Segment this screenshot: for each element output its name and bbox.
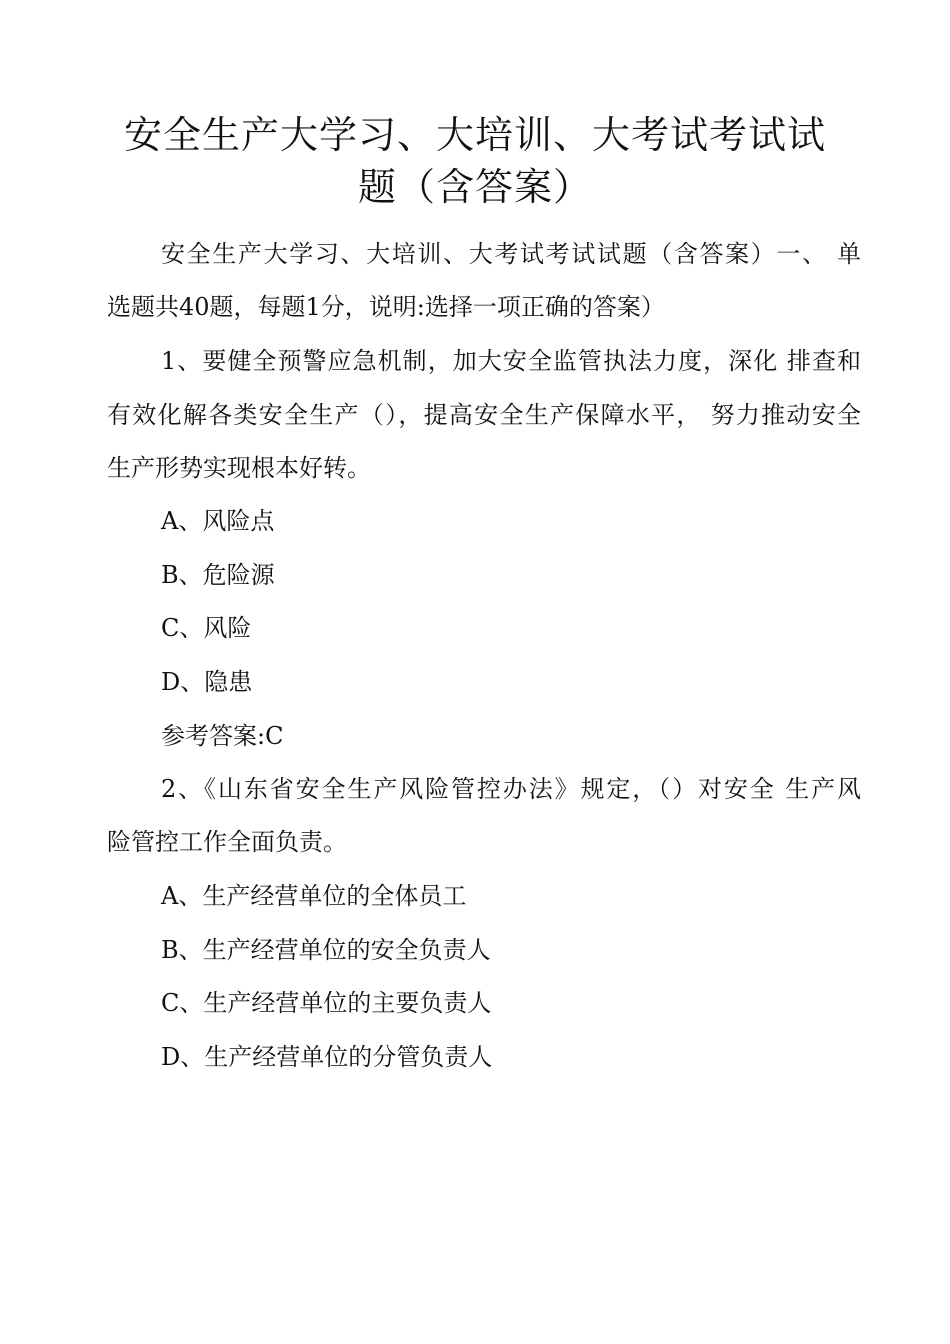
question-2-option-c: C、生产经营单位的主要负责人: [161, 989, 492, 1017]
intro-line-2: 选题共40题，每题1分，说明:选择一项正确的答案）: [107, 293, 665, 321]
intro-line-1: 安全生产大学习、大培训、大考试考试试题（含答案）一、 单: [161, 240, 861, 268]
question-2-option-d: D、生产经营单位的分管负责人: [161, 1043, 493, 1071]
question-1-stem-line-2: 有效化解各类安全生产（），提高安全生产保障水平， 努力推动安全: [107, 401, 861, 429]
question-1-option-b: B、危险源: [161, 561, 275, 589]
question-1-stem-line-1: 1、要健全预警应急机制，加大安全监管执法力度，深化 排查和: [161, 347, 861, 375]
question-1-stem-line-3: 生产形势实现根本好转。: [107, 454, 371, 482]
document-title-line-1: 安全生产大学习、大培训、大考试考试试: [123, 113, 826, 157]
question-1-answer: 参考答案:C: [161, 722, 284, 750]
question-1-option-a: A、风险点: [161, 507, 275, 535]
question-1-option-c: C、风险: [161, 614, 252, 642]
question-1-option-d: D、隐患: [161, 668, 253, 696]
document-title-line-2: 题（含答案）: [357, 165, 592, 209]
question-2-option-b: B、生产经营单位的安全负责人: [161, 936, 491, 964]
question-2-stem-line-1: 2、《山东省安全生产风险管控办法》规定，（）对安全 生产风: [161, 775, 861, 803]
question-2-stem-line-2: 险管控工作全面负责。: [107, 828, 347, 856]
question-2-option-a: A、生产经营单位的全体员工: [161, 882, 467, 910]
